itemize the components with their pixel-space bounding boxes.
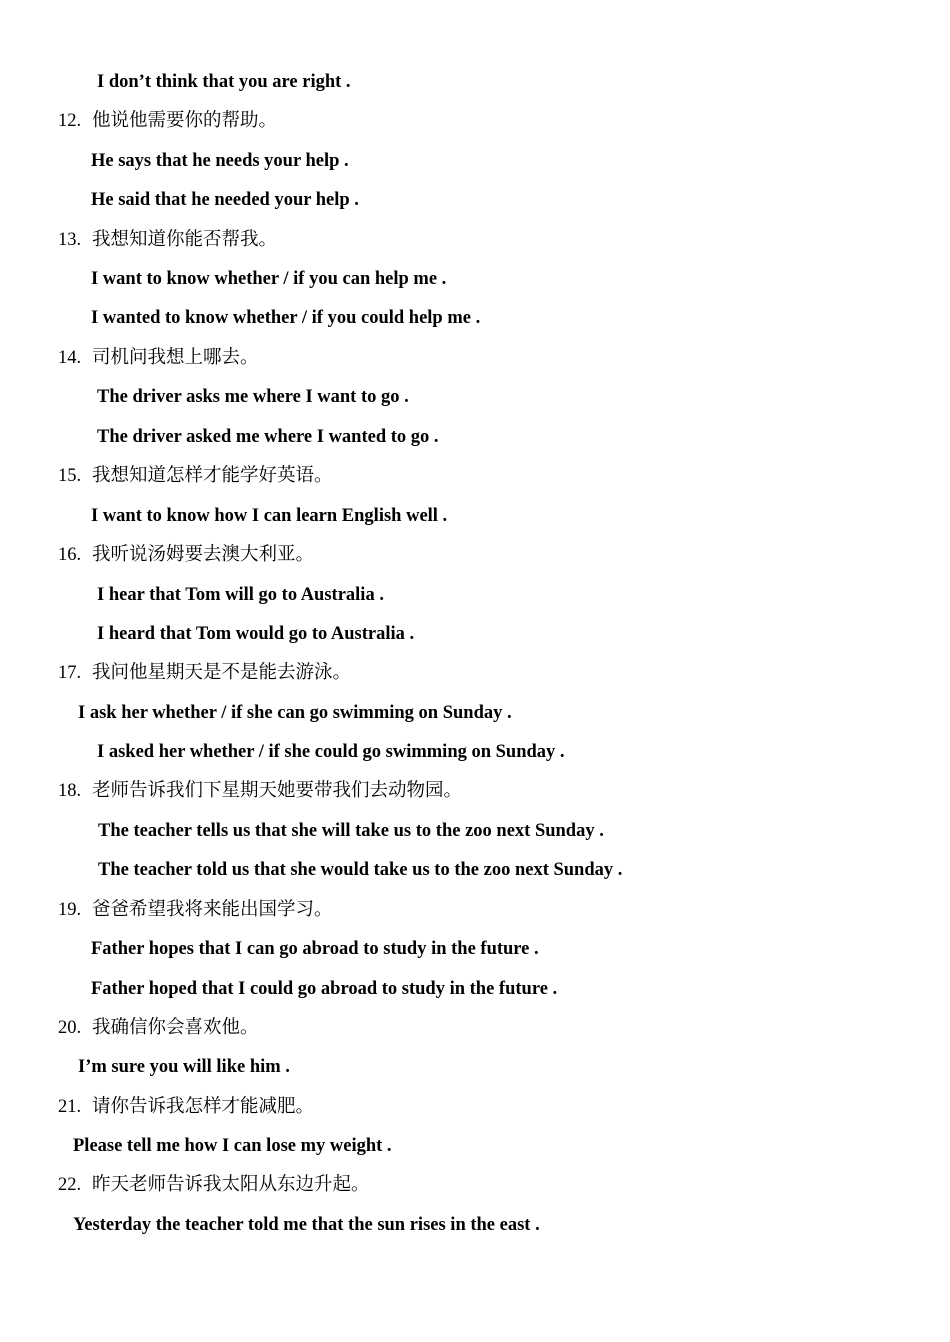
answer-sentence: I hear that Tom will go to Australia . bbox=[97, 585, 384, 605]
answer-sentence: He said that he needed your help . bbox=[91, 190, 359, 210]
question-line bbox=[58, 543, 314, 567]
question-line bbox=[58, 346, 259, 370]
answer-sentence: I ask her whether / if she can go swimming on Sunday . bbox=[78, 703, 512, 723]
answer-sentence: Father hopes that I can go abroad to study in the future . bbox=[91, 939, 539, 959]
question-number: 15. bbox=[58, 466, 82, 486]
question-text: 我想知道你能否帮我。 bbox=[92, 230, 278, 250]
question-line bbox=[58, 779, 462, 803]
answer-sentence: Father hoped that I could go abroad to study in the future . bbox=[91, 979, 558, 999]
question-number: 17. bbox=[58, 663, 82, 683]
question-line bbox=[58, 1016, 259, 1040]
answer-sentence: The driver asked me where I wanted to go . bbox=[97, 427, 439, 447]
question-text: 爸爸希望我将来能出国学习。 bbox=[92, 900, 333, 920]
question-number: 21. bbox=[58, 1097, 82, 1117]
answer-sentence: The teacher told us that she would take us to the zoo next Sunday . bbox=[98, 860, 623, 880]
answer-sentence: I wanted to know whether / if you could help me . bbox=[91, 308, 481, 328]
question-text: 老师告诉我们下星期天她要带我们去动物园。 bbox=[92, 781, 463, 801]
question-line bbox=[58, 228, 277, 252]
question-line bbox=[58, 1173, 370, 1197]
question-line bbox=[58, 1095, 314, 1119]
question-number: 13. bbox=[58, 230, 82, 250]
answer-sentence: He says that he needs your help . bbox=[91, 151, 349, 171]
question-text: 我确信你会喜欢他。 bbox=[92, 1018, 259, 1038]
answer-sentence: The driver asks me where I want to go . bbox=[97, 387, 409, 407]
answer-sentence: I don’t think that you are right . bbox=[97, 72, 351, 92]
question-line bbox=[58, 464, 333, 488]
question-text: 请你告诉我怎样才能减肥。 bbox=[92, 1097, 315, 1117]
question-number: 19. bbox=[58, 900, 82, 920]
question-line bbox=[58, 109, 277, 133]
question-text: 他说他需要你的帮助。 bbox=[92, 111, 278, 131]
question-text: 我想知道怎样才能学好英语。 bbox=[92, 466, 333, 486]
question-text: 我听说汤姆要去澳大利亚。 bbox=[92, 545, 315, 565]
answer-sentence: Please tell me how I can lose my weight . bbox=[73, 1136, 392, 1156]
answer-sentence: I want to know how I can learn English well . bbox=[91, 506, 448, 526]
answer-sentence: I heard that Tom would go to Australia . bbox=[97, 624, 415, 644]
question-number: 20. bbox=[58, 1018, 82, 1038]
answer-sentence: I’m sure you will like him . bbox=[78, 1057, 290, 1077]
answer-sentence: The teacher tells us that she will take us to the zoo next Sunday . bbox=[98, 821, 604, 841]
question-number: 18. bbox=[58, 781, 82, 801]
question-number: 12. bbox=[58, 111, 82, 131]
question-number: 16. bbox=[58, 545, 82, 565]
question-line bbox=[58, 898, 333, 922]
question-number: 14. bbox=[58, 348, 82, 368]
question-text: 我问他星期天是不是能去游泳。 bbox=[92, 663, 352, 683]
answer-sentence: Yesterday the teacher told me that the sun rises in the east . bbox=[73, 1215, 540, 1235]
question-line bbox=[58, 661, 351, 685]
question-text: 昨天老师告诉我太阳从东边升起。 bbox=[92, 1175, 370, 1195]
answer-sentence: I asked her whether / if she could go swimming on Sunday . bbox=[97, 742, 565, 762]
answer-sentence: I want to know whether / if you can help me . bbox=[91, 269, 447, 289]
question-text: 司机问我想上哪去。 bbox=[92, 348, 259, 368]
question-number: 22. bbox=[58, 1175, 82, 1195]
